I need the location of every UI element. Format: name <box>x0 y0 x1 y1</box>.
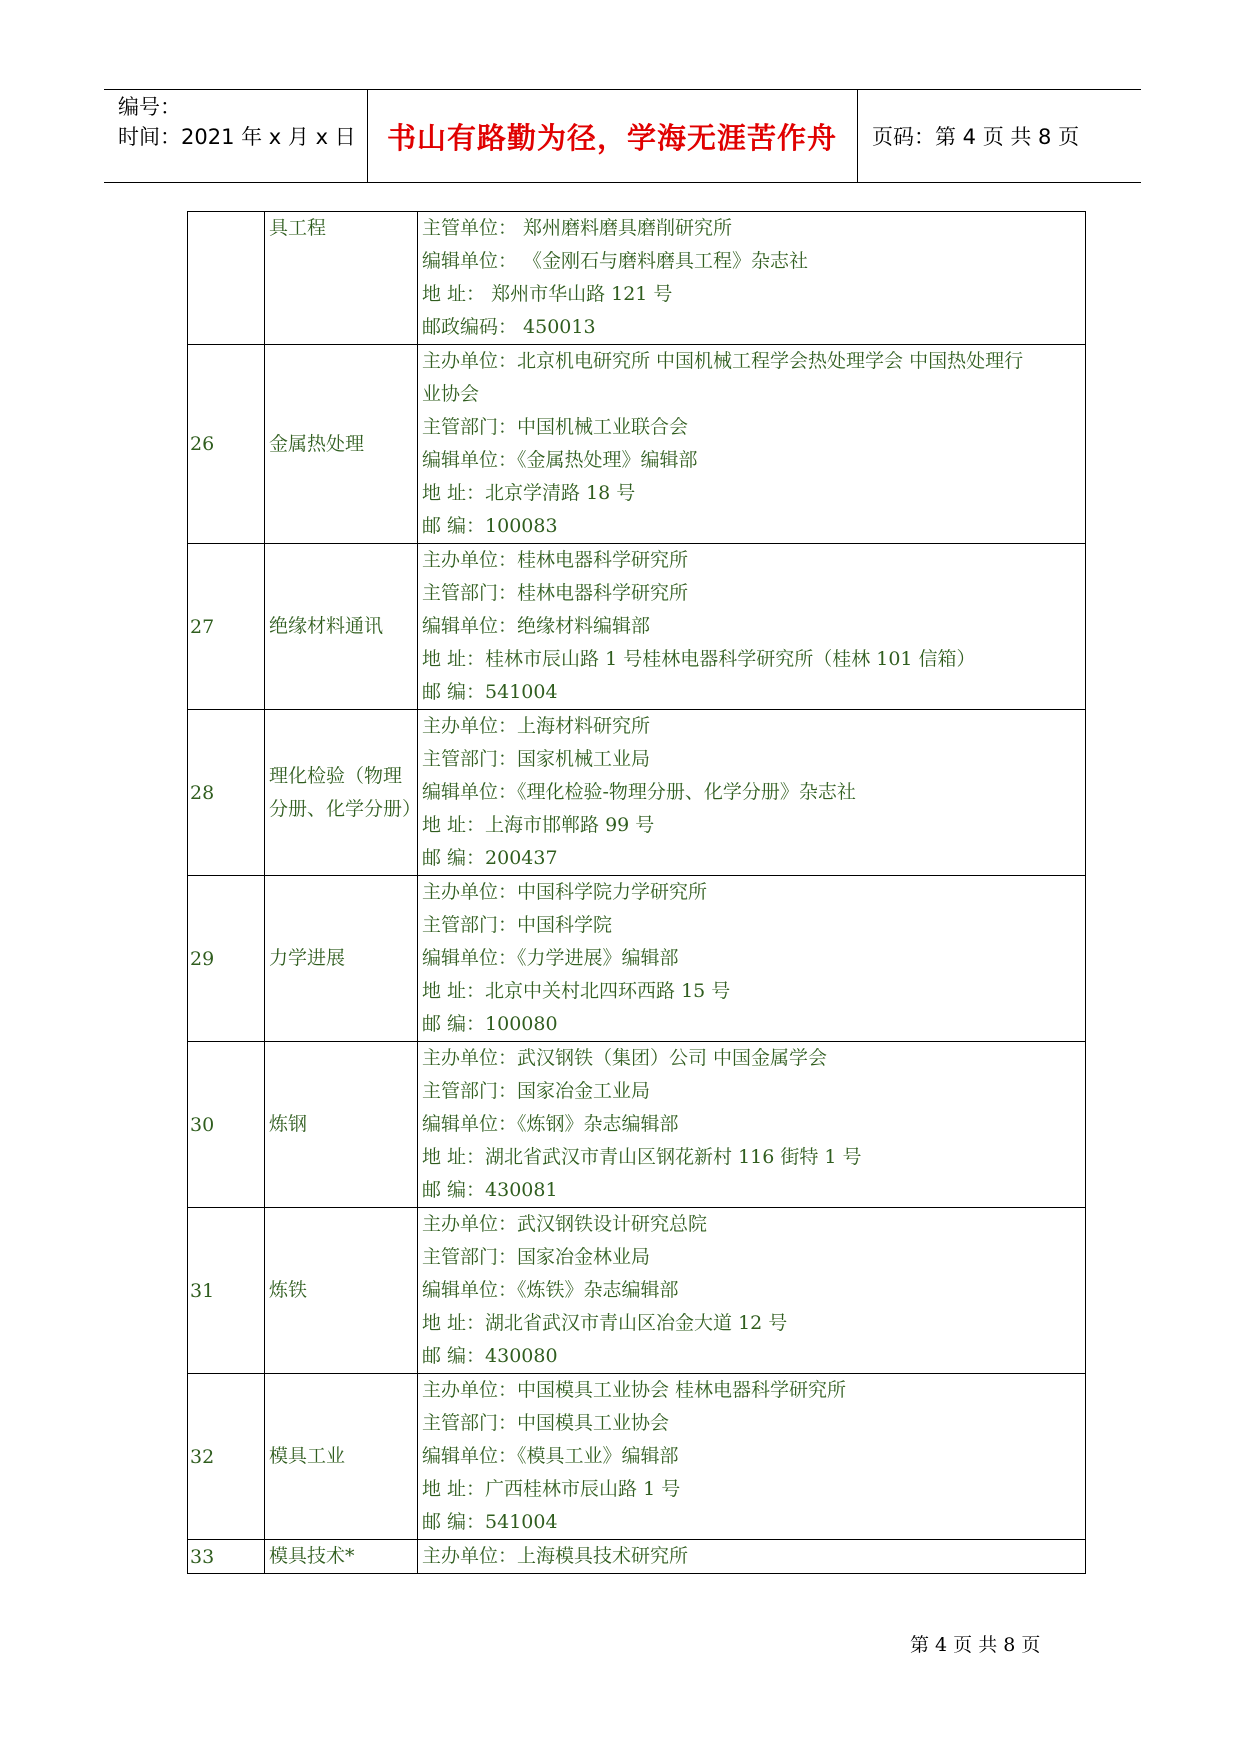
info-line: 编辑单位：《炼铁》杂志编辑部 <box>422 1279 679 1301</box>
info-line: 主管部门：中国机械工业联合会 <box>422 416 689 438</box>
journal-info <box>418 876 1086 1042</box>
journal-name <box>265 1540 418 1574</box>
info-line: 邮 编：100080 <box>422 1013 558 1035</box>
row-number: 31 <box>188 1208 265 1374</box>
journal-info <box>418 710 1086 876</box>
journal-name-text: 炼铁 <box>269 1279 308 1301</box>
info-line: 地 址：北京学清路 18 号 <box>422 482 636 504</box>
date-label: 时间：2021 年 x 月 x 日 <box>118 125 356 149</box>
journal-name-text: 金属热处理 <box>269 432 365 455</box>
journal-name-text: 模具工业 <box>269 1445 346 1467</box>
header-meta <box>118 92 356 152</box>
info-line: 主办单位：武汉钢铁（集团）公司 中国金属学会 <box>422 1047 828 1069</box>
row-number <box>188 212 265 345</box>
journal-name-text: 模具技术* <box>269 1545 355 1567</box>
page-footer: 第 4 页 共 8 页 <box>910 1634 1041 1656</box>
journal-name <box>265 544 418 710</box>
journal-name <box>265 1208 418 1374</box>
journal-table <box>187 211 1086 1574</box>
journal-name <box>265 212 418 345</box>
info-line: 主办单位：中国科学院力学研究所 <box>422 881 708 903</box>
info-line: 编辑单位：《力学进展》编辑部 <box>422 947 679 969</box>
table-row <box>188 544 1086 710</box>
table-row <box>188 1042 1086 1208</box>
info-line: 主办单位：桂林电器科学研究所 <box>422 549 689 571</box>
journal-name-text: 绝缘材料通讯 <box>269 615 384 637</box>
journal-name-text: 力学进展 <box>269 947 346 969</box>
header-divider <box>857 90 858 182</box>
table-row <box>188 710 1086 876</box>
table-row <box>188 212 1086 345</box>
journal-info <box>418 345 1086 544</box>
journal-info <box>418 544 1086 710</box>
info-line: 邮 编：541004 <box>422 681 558 703</box>
journal-name <box>265 1374 418 1540</box>
info-line: 邮 编：430081 <box>422 1179 558 1201</box>
row-number: 29 <box>188 876 265 1042</box>
info-line: 编辑单位：《理化检验-物理分册、化学分册》杂志社 <box>422 781 856 803</box>
row-number: 26 <box>188 345 265 544</box>
info-line: 编辑单位：《金属热处理》编辑部 <box>422 449 698 471</box>
info-line: 主办单位：中国模具工业协会 桂林电器科学研究所 <box>422 1379 847 1401</box>
journal-info <box>418 1208 1086 1374</box>
info-line: 主管部门：国家冶金工业局 <box>422 1080 651 1102</box>
info-line: 地 址：湖北省武汉市青山区冶金大道 12 号 <box>422 1312 788 1334</box>
info-line: 邮 编：200437 <box>422 847 558 869</box>
info-line: 地 址：广西桂林市辰山路 1 号 <box>422 1478 681 1500</box>
info-line: 主管部门：中国科学院 <box>422 914 613 936</box>
row-number: 33 <box>188 1540 265 1574</box>
info-line: 业协会 <box>422 383 480 405</box>
info-line: 邮 编：100083 <box>422 515 558 537</box>
journal-info <box>418 212 1086 345</box>
info-line: 主办单位：北京机电研究所 中国机械工程学会热处理学会 中国热处理行 <box>422 350 1024 372</box>
journal-name <box>265 1042 418 1208</box>
info-line: 主管部门：桂林电器科学研究所 <box>422 582 689 604</box>
table-row <box>188 1374 1086 1540</box>
row-number: 28 <box>188 710 265 876</box>
header-motto: 书山有路勤为径，学海无涯苦作舟 <box>386 120 837 155</box>
info-line: 主办单位：上海模具技术研究所 <box>422 1545 689 1567</box>
info-line: 主管单位： 郑州磨料磨具磨削研究所 <box>422 217 733 239</box>
info-line: 编辑单位： 《金刚石与磨料磨具工程》杂志社 <box>422 250 809 272</box>
info-line: 邮 编：430080 <box>422 1345 558 1367</box>
journal-name-text: 具工程 <box>269 217 327 239</box>
info-line: 主管部门：国家机械工业局 <box>422 748 651 770</box>
info-line: 主办单位：武汉钢铁设计研究总院 <box>422 1213 708 1235</box>
journal-name-text: 炼钢 <box>269 1113 308 1135</box>
journal-name-text: 理化检验（物理分册、化学分册） <box>269 764 422 820</box>
journal-info <box>418 1540 1086 1574</box>
journal-info <box>418 1374 1086 1540</box>
row-number: 32 <box>188 1374 265 1540</box>
journal-name <box>265 710 422 876</box>
info-line: 主管部门：中国模具工业协会 <box>422 1412 670 1434</box>
row-number: 30 <box>188 1042 265 1208</box>
info-line: 编辑单位：《炼钢》杂志编辑部 <box>422 1113 679 1135</box>
info-line: 主办单位：上海材料研究所 <box>422 715 651 737</box>
journal-name <box>265 876 418 1042</box>
table-row <box>188 1208 1086 1374</box>
info-line: 编辑单位：《模具工业》编辑部 <box>422 1445 679 1467</box>
info-line: 邮政编码： 450013 <box>422 316 596 338</box>
page-header <box>104 89 1141 183</box>
table-row <box>188 1540 1086 1574</box>
info-line: 地 址：上海市邯郸路 99 号 <box>422 814 655 836</box>
row-number: 27 <box>188 544 265 710</box>
info-line: 地 址： 郑州市华山路 121 号 <box>422 283 673 305</box>
info-line: 邮 编：541004 <box>422 1511 558 1533</box>
table-row <box>188 876 1086 1042</box>
table-row <box>188 345 1086 544</box>
journal-info <box>418 1042 1086 1208</box>
info-line: 编辑单位：绝缘材料编辑部 <box>422 615 651 637</box>
serial-label: 编号： <box>118 95 181 119</box>
info-line: 地 址：湖北省武汉市青山区钢花新村 116 街特 1 号 <box>422 1146 862 1168</box>
info-line: 地 址：桂林市辰山路 1 号桂林电器科学研究所（桂林 101 信箱） <box>422 648 976 670</box>
journal-name <box>265 345 418 544</box>
info-line: 地 址：北京中关村北四环西路 15 号 <box>422 980 731 1002</box>
header-page-number: 页码：第 4 页 共 8 页 <box>872 125 1080 149</box>
info-line: 主管部门：国家冶金林业局 <box>422 1246 651 1268</box>
